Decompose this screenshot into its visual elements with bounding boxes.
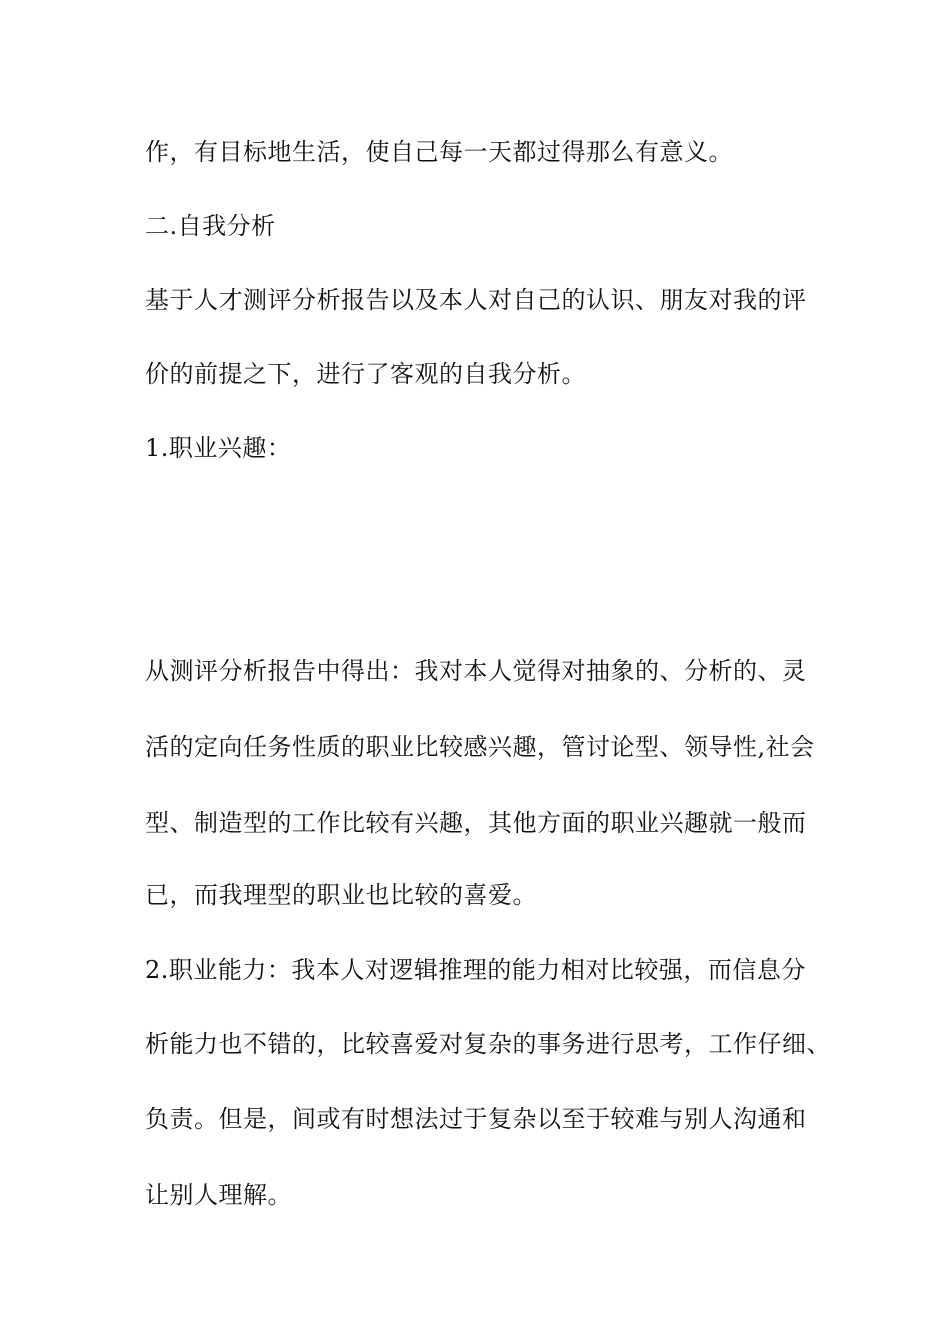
section-heading: 二.自我分析	[145, 212, 276, 240]
text-line: 从测评分析报告中得出：我对本人觉得对抽象的、分析的、灵	[145, 657, 807, 685]
text-line: 已，而我理型的职业也比较的喜爱。	[145, 881, 537, 909]
text-line: 价的前提之下，进行了客观的自我分析。	[145, 360, 586, 388]
text-line: 作，有目标地生活，使自己每一天都过得那么有意义。	[145, 138, 733, 166]
text-line: 活的定向任务性质的职业比较感兴趣，管讨论型、领导性,社会	[145, 733, 815, 761]
text-line: 基于人才测评分析报告以及本人对自己的认识、朋友对我的评	[145, 286, 807, 314]
subsection-heading: 1.职业兴趣：	[145, 434, 292, 462]
text-line: 负责。但是，间或有时想法过于复杂以至于较难与别人沟通和	[145, 1105, 807, 1133]
text-line: 型、制造型的工作比较有兴趣，其他方面的职业兴趣就一般而	[145, 809, 807, 837]
text-line: 2.职业能力：我本人对逻辑推理的能力相对比较强，而信息分	[145, 956, 806, 984]
text-line: 析能力也不错的，比较喜爱对复杂的事务进行思考，工作仔细、	[145, 1030, 831, 1058]
text-line: 让别人理解。	[145, 1181, 292, 1209]
